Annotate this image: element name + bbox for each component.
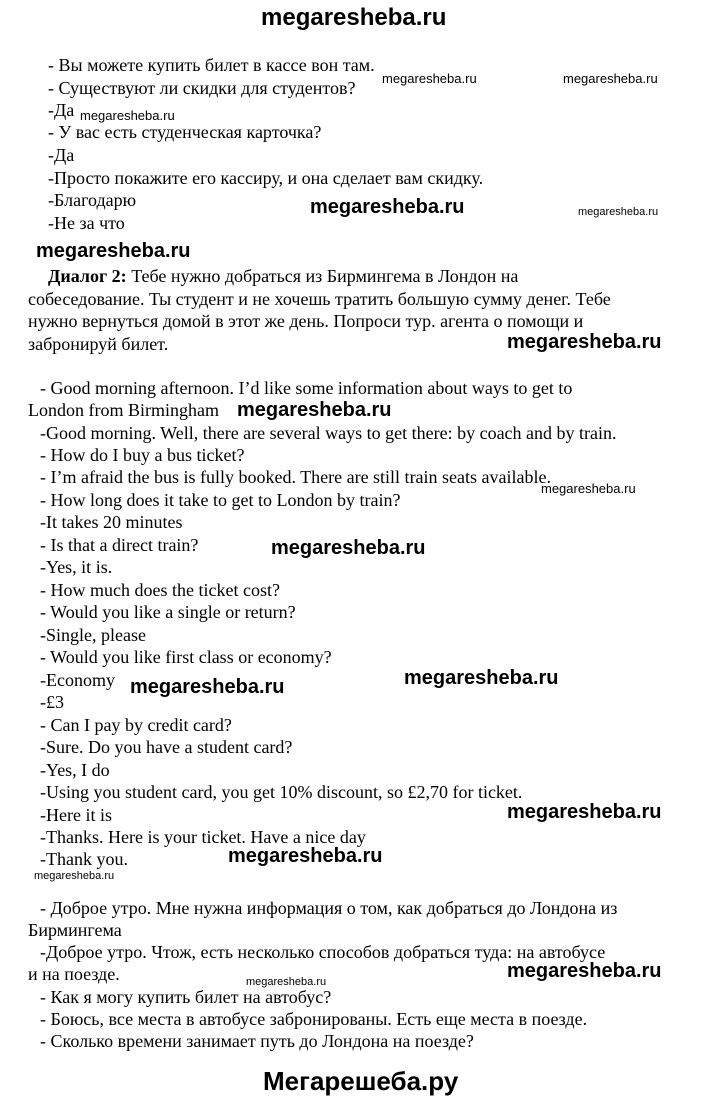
english-line: - Good morning afternoon. I’d like some information about ways to get to (40, 378, 573, 398)
english-line: -£3 (40, 692, 64, 712)
watermark: megaresheba.ru (80, 108, 175, 123)
russian-line: - Как я могу купить билет на автобус? (40, 987, 332, 1007)
english-line: -It takes 20 minutes (40, 512, 183, 532)
russian-line: и на поезде. (28, 964, 120, 984)
english-line: - Can I pay by credit card? (40, 715, 232, 735)
watermark: megaresheba.ru (382, 71, 477, 86)
text-line: -Просто покажите его кассиру, и она сделает вам скидку. (48, 168, 484, 188)
site-footer[interactable]: Мегарешеба.ру (263, 1066, 459, 1096)
watermark: megaresheba.ru (507, 331, 662, 353)
text-line: -Благодарю (48, 190, 137, 210)
english-line: -Using you student card, you get 10% discount, so £2,70 for ticket. (40, 782, 523, 802)
english-line: London from Birmingham (28, 400, 219, 420)
english-line: - How much does the ticket cost? (40, 580, 280, 600)
watermark: megaresheba.ru (36, 240, 191, 262)
watermark: megaresheba.ru (130, 676, 285, 698)
watermark: megaresheba.ru (404, 667, 559, 689)
english-line: -Thank you. (40, 849, 128, 869)
english-line: -Yes, I do (40, 760, 110, 780)
english-line: -Good morning. Well, there are several ways to get there: by coach and by train. (40, 423, 617, 443)
text-line: - У вас есть студенческая карточка? (48, 122, 322, 142)
text-line: - Существуют ли скидки для студентов? (48, 78, 356, 98)
dialog-task-line: собеседование. Ты студент и не хочешь тратить большую сумму денег. Тебе (28, 289, 611, 309)
english-line: -Thanks. Here is your ticket. Have a nice day (40, 827, 366, 847)
text-line: - Вы можете купить билет в кассе вон там. (48, 55, 375, 75)
text-line: -Да (48, 145, 75, 165)
english-line: - Is that a direct train? (40, 535, 199, 555)
watermark: megaresheba.ru (563, 71, 658, 86)
english-line: -Economy (40, 670, 115, 690)
text-line: -Да (48, 100, 75, 120)
dialog-task-text: Тебе нужно добраться из Бирмингема в Лондон на (131, 266, 519, 286)
watermark: megaresheba.ru (507, 801, 662, 823)
english-line: - How do I buy a bus ticket? (40, 445, 245, 465)
russian-line: -Доброе утро. Чтож, есть несколько способов добраться туда: на автобусе (40, 942, 606, 962)
watermark: megaresheba.ru (246, 976, 327, 988)
watermark: megaresheba.ru (228, 845, 383, 867)
watermark: megaresheba.ru (507, 960, 662, 982)
russian-line: - Боюсь, все места в автобусе забронированы. Есть еще места в поезде. (40, 1009, 588, 1029)
english-line: -Sure. Do you have a student card? (40, 737, 293, 757)
russian-line: - Сколько времени занимает путь до Лондона на поезде? (40, 1031, 474, 1051)
russian-line: Бирмингема (28, 920, 122, 940)
watermark: megaresheba.ru (578, 206, 659, 218)
watermark: megaresheba.ru (541, 481, 636, 496)
dialog-task-line (48, 265, 518, 287)
text-line: -Не за что (48, 213, 125, 233)
russian-line: - Доброе утро. Мне нужна информация о том, как добраться до Лондона из (40, 898, 618, 918)
english-line: -Here it is (40, 805, 112, 825)
watermark: megaresheba.ru (34, 870, 115, 882)
watermark: megaresheba.ru (237, 399, 392, 421)
dialog-label: Диалог 2: (48, 266, 127, 286)
english-line: - Would you like first class or economy? (40, 647, 332, 667)
english-line: - Would you like a single or return? (40, 602, 296, 622)
watermark: megaresheba.ru (310, 196, 465, 218)
dialog-task-line: нужно вернуться домой в этот же день. Попроси тур. агента о помощи и (28, 311, 584, 331)
english-line: -Single, please (40, 625, 146, 645)
watermark: megaresheba.ru (271, 537, 426, 559)
site-header[interactable]: megaresheba.ru (261, 4, 447, 31)
english-line: - How long does it take to get to London by train? (40, 490, 401, 510)
english-line: -Yes, it is. (40, 557, 113, 577)
english-line: - I’m afraid the bus is fully booked. There are still train seats available. (40, 467, 551, 487)
dialog-task-line: забронируй билет. (28, 334, 169, 354)
